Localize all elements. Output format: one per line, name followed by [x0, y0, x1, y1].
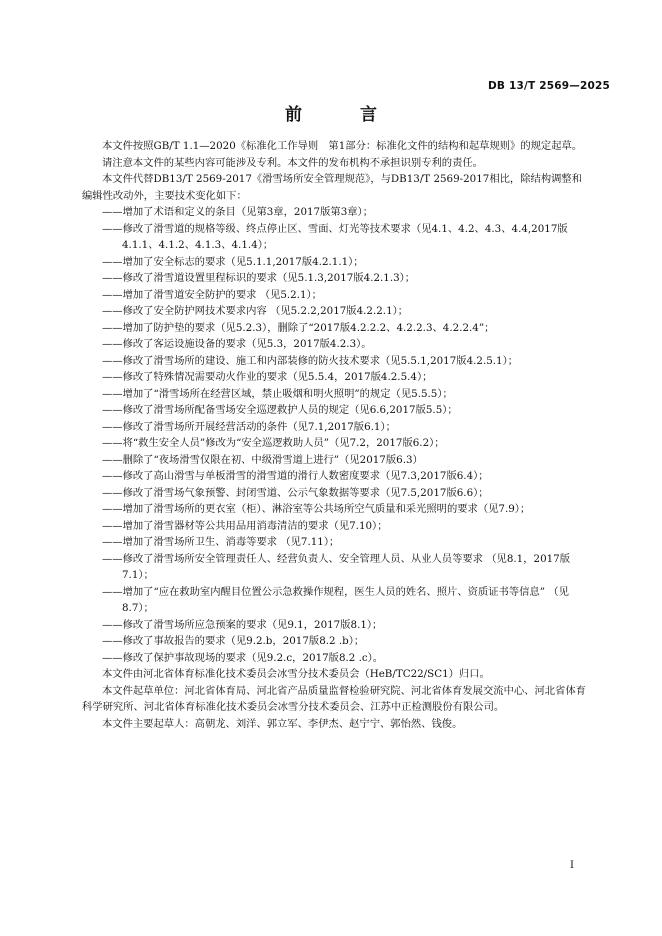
list-item: ——增加了滑雪场所卫生、消毒等要求 （见7.11）； — [102, 536, 340, 548]
paragraph-drafters: 本文件主要起草人：高朝龙、刘洋、郭立军、李伊杰、赵宁宁、郭怡然、钱俊。 — [102, 717, 463, 730]
list-item: ——修改了特殊情况需要动火作业的要求（见5.5.4，2017版4.2.5.4）； — [102, 371, 433, 383]
list-item: ——修改了滑雪道设置里程标识的要求（见5.1.3,2017版4.2.1.3）； — [102, 272, 416, 284]
list-item: ——修改了滑雪场所配备雪场安全巡逻救护人员的规定（见6.6,2017版5.5）； — [102, 404, 458, 416]
list-item: ——修改了保护事故现场的要求（见9.2.c，2017版8.2 .c）。 — [102, 651, 384, 664]
list-item: ——增加了安全标志的要求（见5.1.1,2017版4.2.1.1）； — [102, 255, 364, 268]
list-item: ——修改了滑雪场所的建设、施工和内部装修的防火技术要求（见5.5.1,2017版4.2.5.1）； — [102, 354, 519, 367]
paragraph-replacement: 本文件代替DB13/T 2569-2017《滑雪场所安全管理规范》，与DB13/T 2569-2017相比，除结构调整和编辑性改动外，主要技术变化如下： — [82, 173, 583, 202]
list-item: ——增加了“应在救助室内醒目位置公示急救操作规程，医生人员的姓名、照片、资质证书等信息” （见8.7）； — [102, 585, 569, 614]
paragraph-drafting-rules: 本文件按照GB/T 1.1—2020《标准化工作导则 第1部分：标准化文件的结构和起草规则》的规定起草。 — [102, 140, 583, 152]
foreword-body — [82, 138, 587, 732]
list-item: ——增加了滑雪器材等公共用品用消毒清洁的要求（见7.10）； — [102, 519, 388, 532]
changes-list — [82, 204, 587, 666]
list-item: ——增加了防护垫的要求（见5.2.3），删除了“2017版4.2.2.2、4.2.2.3、4.2.2.4”； — [102, 321, 495, 334]
list-item: ——增加了术语和定义的条目（见第3章，2017版第3章）； — [102, 206, 373, 218]
paragraph-patent-notice: 请注意本文件的某些内容可能涉及专利。本文件的发布机构不承担识别专利的责任。 — [102, 156, 483, 169]
list-item: ——删除了“夜场滑雪仅限在初、中级滑雪道上进行”（见2017版6.3） — [102, 453, 423, 466]
list-item: ——修改了客运设施设备的要求（见5.3，2017版4.2.3）。 — [102, 338, 372, 350]
document-code: DB 13/T 2569—2025 — [488, 80, 610, 92]
list-item: ——修改了滑雪场所应急预案的要求（见9.1，2017版8.1）； — [102, 618, 383, 631]
list-item: ——增加了“滑雪场所在经营区域，禁止吸烟和明火照明”的规定（见5.5.5）； — [102, 387, 453, 400]
list-item: ——修改了事故报告的要求（见9.2.b，2017版8.2 .b）； — [102, 635, 365, 647]
page-number: I — [570, 860, 574, 871]
list-item: ——修改了高山滑雪与单板滑雪的滑雪道的滑行人数密度要求（见7.3,2017版6.4）； — [102, 470, 489, 482]
list-item: ——将“救生安全人员”修改为“安全巡逻救助人员”（见7.2，2017版6.2）； — [102, 437, 445, 449]
page-title: 前 言 — [285, 105, 403, 125]
list-item: ——修改了滑雪场所安全管理责任人、经营负责人、安全管理人员、从业人员等要求 （见8.1，2017版7.1）； — [102, 552, 571, 581]
list-item: ——增加了滑雪场所的更衣室（柜）、淋浴室等公共场所空气质量和采光照明的要求（见7.9）； — [102, 503, 531, 515]
list-item: ——增加了滑雪道安全防护的要求 （见5.2.1）； — [102, 288, 322, 301]
list-item: ——修改了滑雪场气象预警、封闭雪道、公示气象数据等要求（见7.5,2017版6.6）； — [102, 486, 489, 499]
list-item: ——修改了安全防护网技术要求内容 （见5.2.2,2017版4.2.2.1）； — [102, 305, 409, 317]
list-item: ——修改了滑雪道的规格等级、终点停止区、雪面、灯光等技术要求（见4.1、4.2、4.3、4.4,2017版4.1.1、4.1.2、4.1.3、4.1.4）； — [102, 222, 568, 251]
paragraph-responsible-committee: 本文件由河北省体育标准化技术委员会冰雪分技术委员会（HeB/TC22/SC1）归口。 — [102, 668, 490, 680]
paragraph-drafting-units: 本文件起草单位：河北省体育局、河北省产品质量监督检验研究院、河北省体育发展交流中心、河北省体育科学研究所、河北省体育标准化技术委员会冰雪分技术委员会、江苏中正检测股份有限公司。 — [82, 684, 586, 713]
list-item: ——修改了滑雪场所开展经营活动的条件（见7.1,2017版6.1）； — [102, 420, 396, 433]
